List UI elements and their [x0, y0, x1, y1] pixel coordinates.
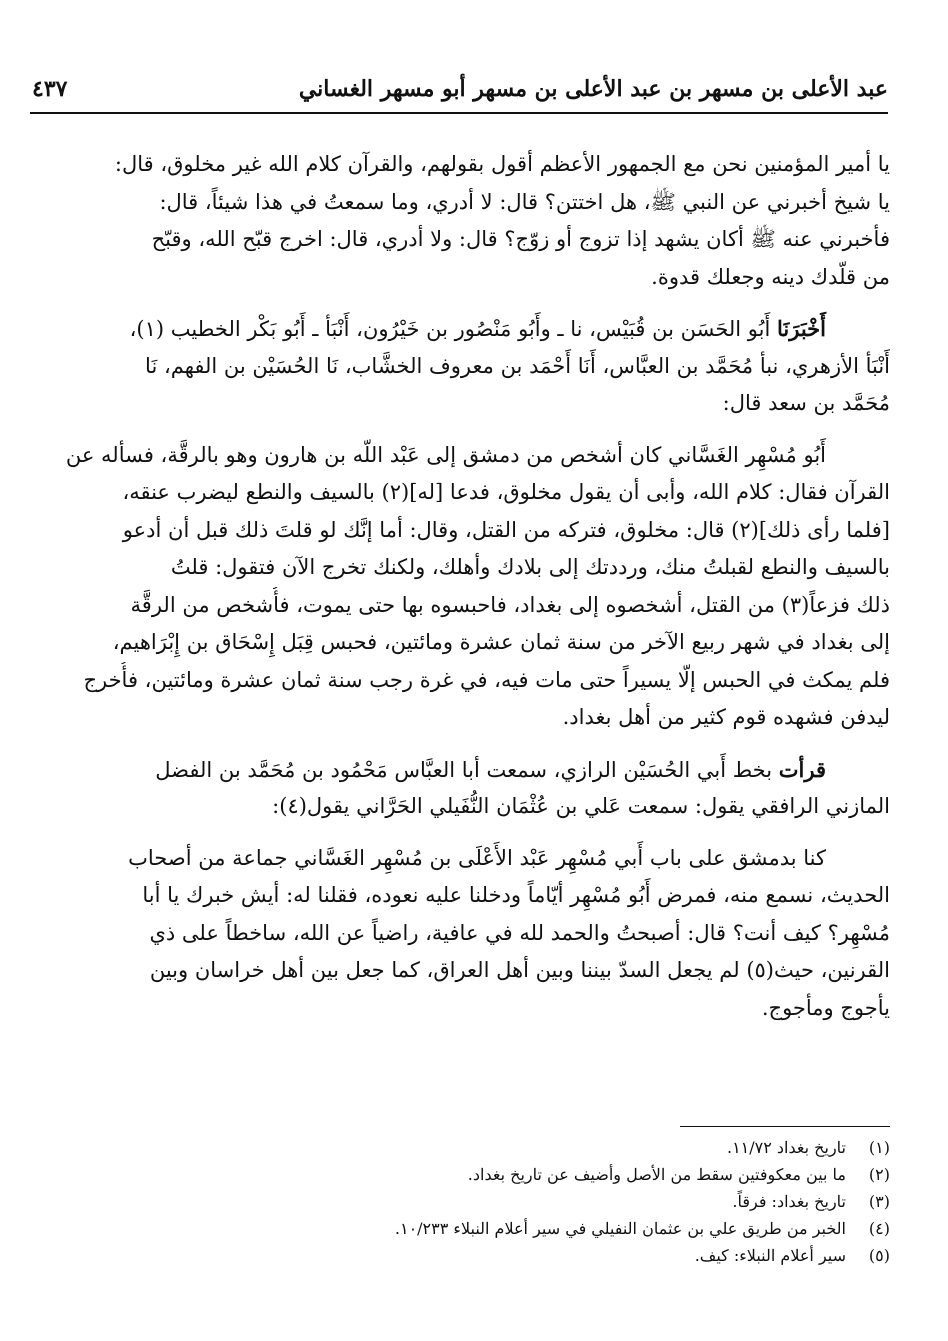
text-line: المازني الرافقي يقول: سمعت عَلي بن عُثْمَان النُّفَيلي الحَرَّاني يقول(٤): [272, 794, 890, 818]
text-line: مُسْهِر؟ كيف أنت؟ قال: أصبحتُ والحمد لله في عافية، راضياً عن الله، ساخطاً على ذي [149, 920, 890, 945]
footnote [60, 1242, 890, 1269]
footnote [60, 1134, 890, 1161]
text-line: يا أمير المؤمنين نحن مع الجمهور الأعظم أقول بقولهم، والقرآن كلام الله غير مخلوق، قال: [114, 152, 890, 176]
text-line: يا شيخ أخبرني عن النبي ﷺ، هل اختتن؟ قال: لا أدري، وما سمعتُ في هذا شيئاً، قال: [159, 189, 890, 214]
text-line: من قلّدك دينه وجعلك قدوة. [651, 264, 890, 289]
text-line: فلم يمكث في الحبس إلّا يسيراً حتى مات فيه، في غرة رجب سنة ثمان عشرة ومائتين، فأُخرج [83, 667, 890, 692]
footnotes [60, 1134, 890, 1269]
text-line: ذلك فزعاً(٣) من القتل، أشخصوه إلى بغداد، فاحبسوه بها حتى يموت، فأُشخص من الرقَّة [130, 592, 890, 617]
lead-word: قرأت [778, 756, 826, 782]
text-line: الحديث، نسمع منه، فمرض أَبُو مُسْهِر أيّاماً ودخلنا عليه نعوده، فقلنا له: أيش خبرك يا أبا [142, 883, 890, 907]
paragraph-4 [50, 751, 890, 826]
text-line: مُحَمَّد بن سعد قال: [722, 391, 890, 415]
footnote-text: ما بين معكوفتين سقط من الأصل وأضيف عن تاريخ بغداد. [467, 1165, 846, 1184]
lead-word: أَخْبَرَنَا [777, 316, 826, 341]
paragraph-2 [50, 310, 890, 423]
text-line: [فلما رأى ذلك](٢) قال: مخلوق، فتركه من القتل، وقال: أما إنَّك لو قلتَ ذلك قبل أن أدعو [122, 517, 890, 542]
text-line: فأخبرني عنه ﷺ أكان يشهد إذا تزوج أو زوّج؟ قال: ولا أدري، قال: اخرج قبّح الله، وقبّح [151, 227, 890, 251]
text-line: القرآن فقال: كلام الله، وأبى أن يقول مخلوق، فدعا [له](٢) بالسيف والنطع ليضرب عنقه، [122, 480, 890, 504]
footnote-divider [680, 1126, 890, 1127]
footnote-number: (٣) [868, 1192, 890, 1211]
footnote-number: (١) [868, 1138, 890, 1157]
footnote-number: (٢) [868, 1165, 890, 1184]
text-line: القرنين، حيث(٥) لم يجعل السدّ بيننا وبين أهل العراق، كما جعل بين أهل خراسان وبين [149, 958, 890, 982]
footnote-text: تاريخ بغداد: فرقاً. [732, 1192, 846, 1211]
footnote-text: سير أعلام النبلاء: كيف. [694, 1246, 846, 1265]
paragraph-5 [50, 840, 890, 1028]
text-line [50, 310, 890, 348]
running-title: عبد الأعلى بن مسهر بن عبد الأعلى بن مسهر أبو مسهر الغساني [298, 76, 888, 102]
text-segment: أَبُو الحَسَن بن قُبَيْس، نا ـ وأَبُو مَنْصُور بن خَيْرُون، أَنْبَأ ـ أَبُو بَكْر الخطيب (١)، [129, 317, 771, 341]
footnote [60, 1161, 890, 1188]
text-line: يأجوج ومأجوج. [761, 995, 890, 1020]
text-line: إلى بغداد في شهر ربيع الآخر من سنة ثمان عشرة ومائتين، فحبس قِبَل إِسْحَاق بن إِبْرَاهيم، [112, 630, 890, 654]
footnote-number: (٤) [868, 1219, 890, 1238]
page-number: ٤٣٧ [32, 76, 68, 102]
running-header [30, 72, 888, 114]
main-text [50, 146, 890, 1041]
text-line [50, 751, 890, 789]
footnote-number: (٥) [868, 1246, 890, 1265]
text-line: بالسيف والنطع لقبلتُ منك، ورددتك إلى بلادك وأهلك، ولكنك تخرج الآن فتقول: قلتُ [170, 555, 890, 579]
footnote [60, 1188, 890, 1215]
footnote-text: الخبر من طريق علي بن عثمان النفيلي في سير أعلام النبلاء ١٠/٢٣٣. [394, 1219, 846, 1238]
text-line: ليدفن فشهده قوم كثير من أهل بغداد. [562, 705, 890, 729]
text-line: أَنْبَأ الأزهري، نبأ مُحَمَّد بن العبَّاس، أَنَا أَحْمَد بن معروف الخشَّاب، نَا الحُسَيْن بن الفهم، نَا [145, 353, 890, 378]
text-line: أَبُو مُسْهِر الغَسَّاني كان أشخص من دمشق إلى عَبْد اللّه بن هارون وهو بالرقَّة، فسأله عن [65, 442, 826, 467]
paragraph-1 [50, 146, 890, 296]
footnote-text: تاريخ بغداد ١١/٧٢. [726, 1138, 846, 1157]
footnote [60, 1215, 890, 1242]
text-line: كنا بدمشق على باب أَبي مُسْهِر عَبْد الأَعْلَى بن مُسْهِر الغَسَّاني جماعة من أصحاب [128, 845, 826, 870]
paragraph-3 [50, 437, 890, 737]
text-segment: بخط أَبي الحُسَيْن الرازي، سمعت أبا العبَّاس مَحْمُود بن مُحَمَّد بن الفضل [155, 757, 773, 782]
